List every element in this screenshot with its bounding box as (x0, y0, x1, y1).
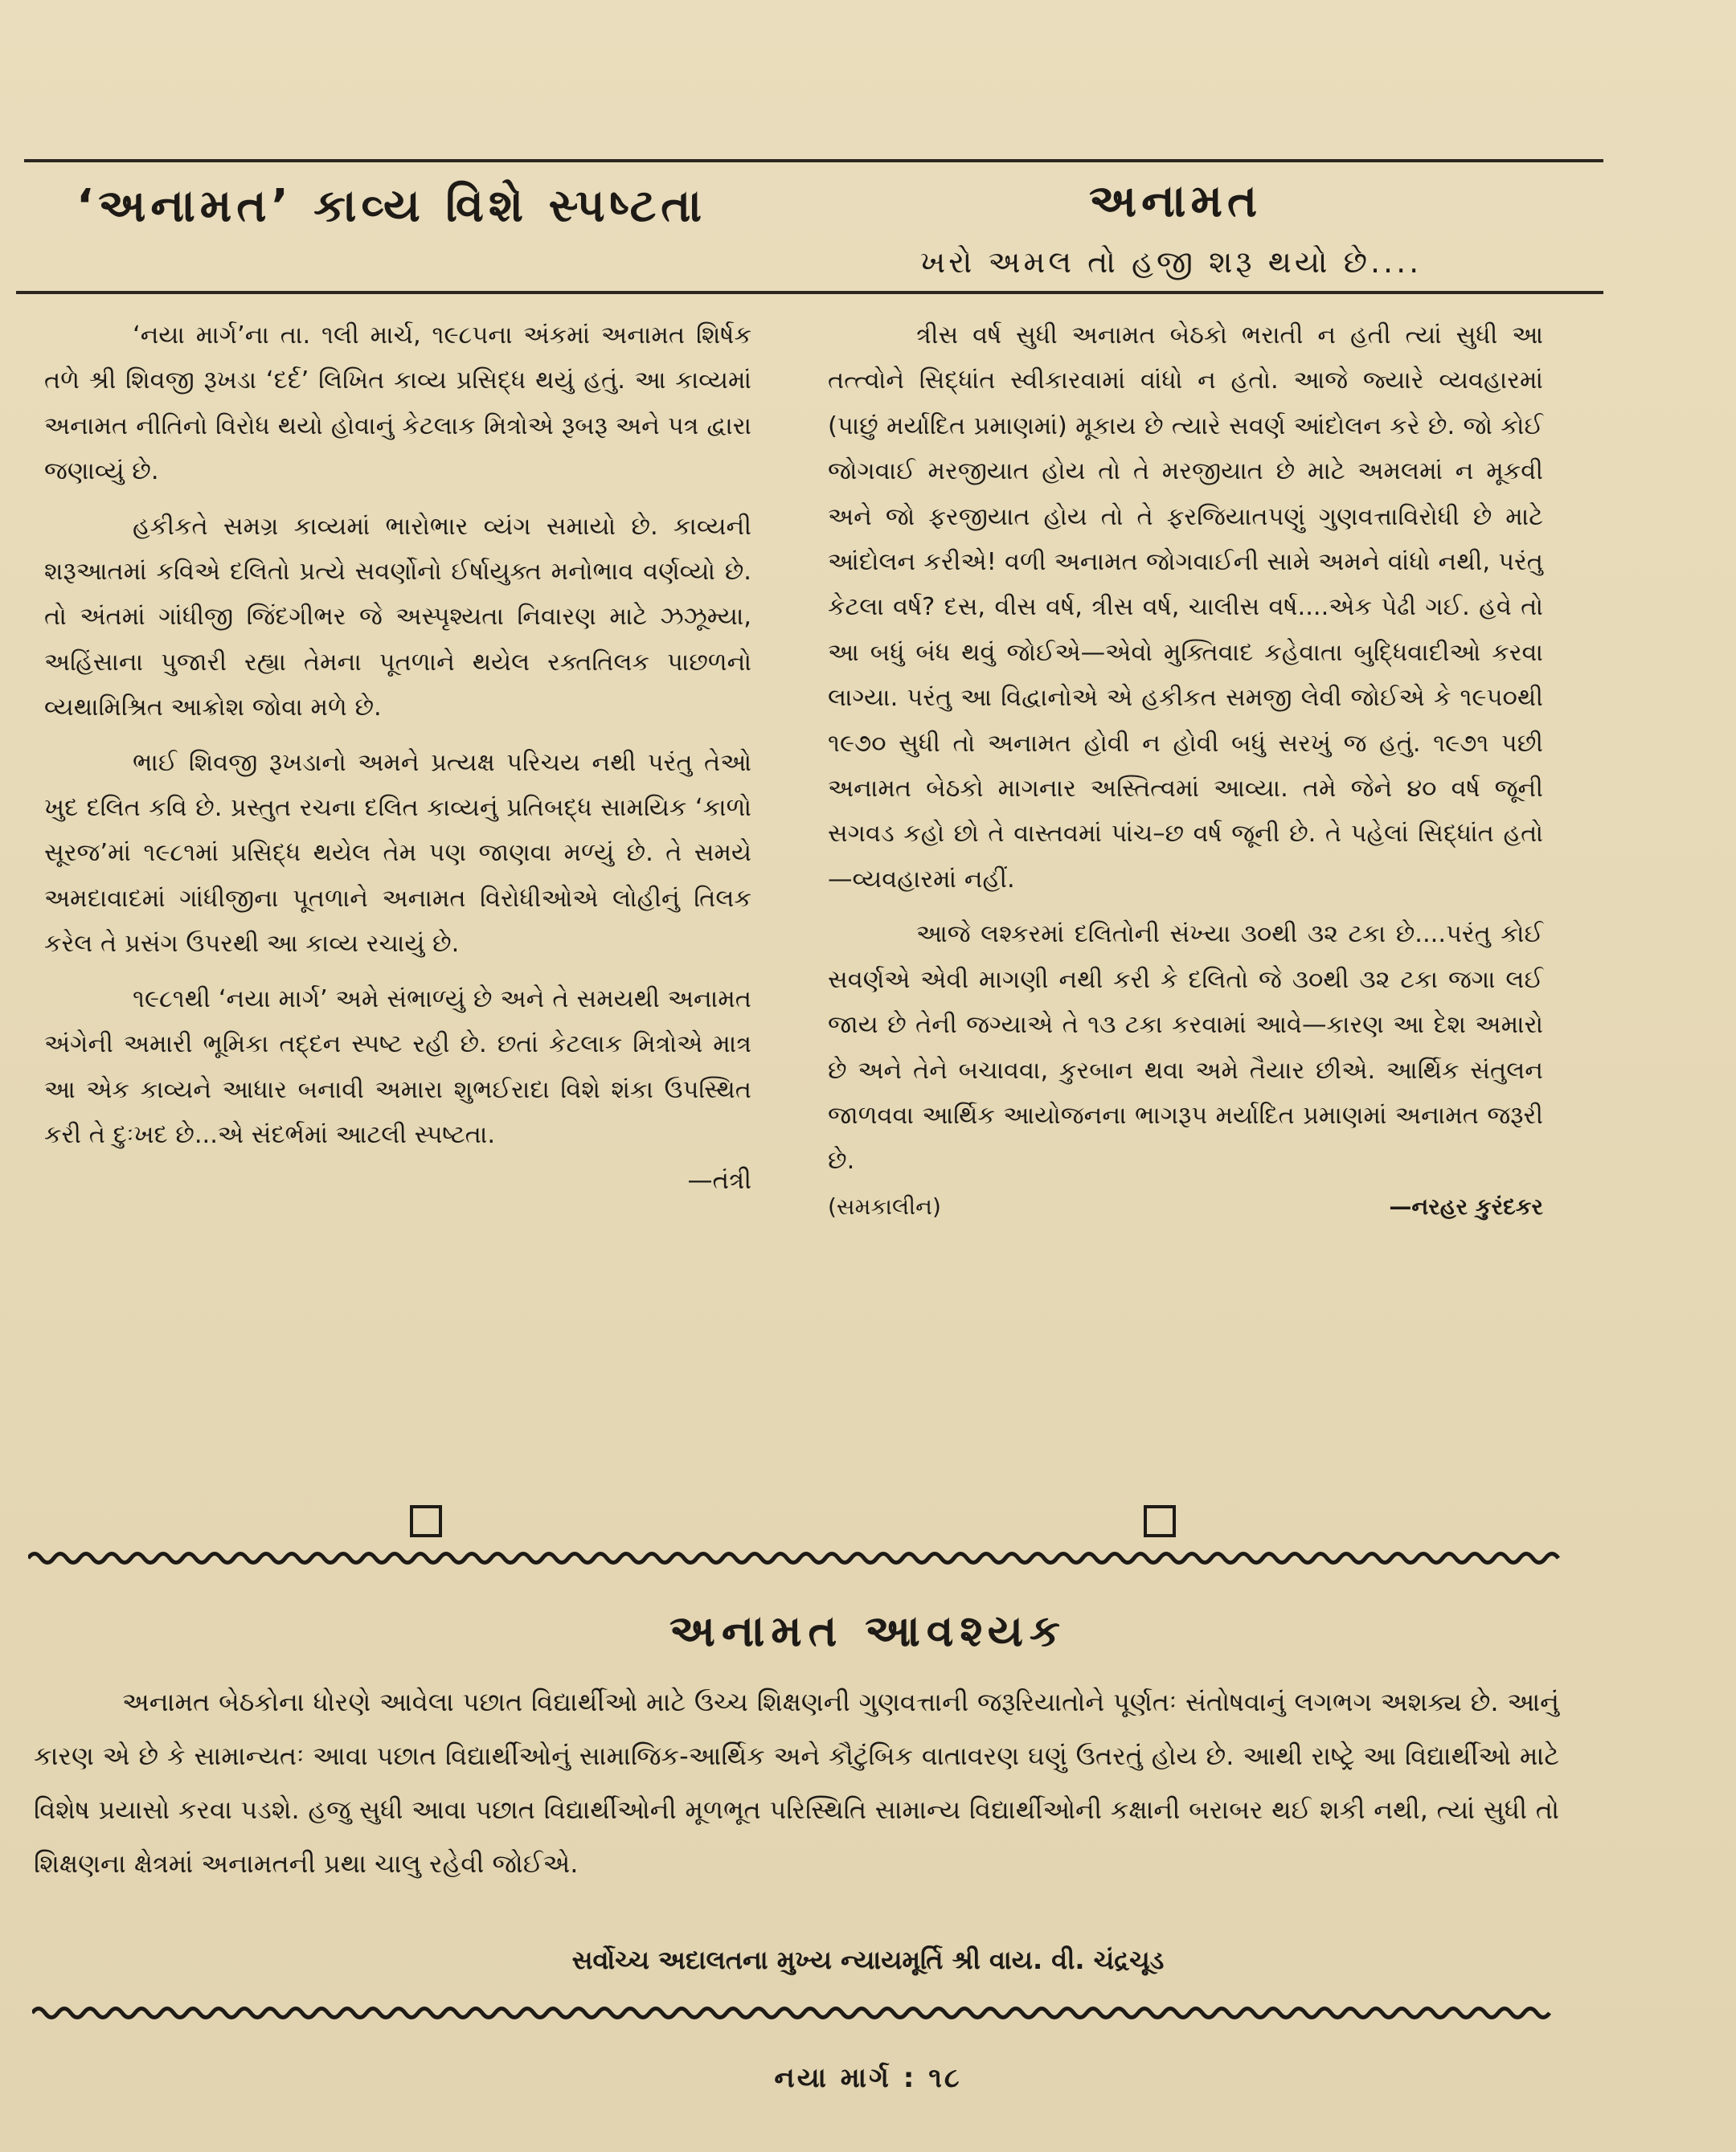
right-article-signature-row (828, 1184, 1543, 1229)
page-footer: નયા માર્ગ : ૧૮ (774, 2062, 962, 2094)
wavy-divider-top (28, 1548, 1563, 1569)
right-article-subtitle: ખરો અમલ તો હજી શરૂ થયો છે.... (920, 244, 1423, 280)
right-article-title: અનામત (1089, 175, 1263, 227)
bottom-article-title: અનામત આવશ્યક (669, 1606, 1067, 1656)
left-paragraph: હકીકતે સમગ્ર કાવ્યમાં ભારોભાર વ્યંગ સમાયો છે. કાવ્યની શરૂઆતમાં કવિએ દલિતો પ્રત્યે સવર્ણોનો ઈર્ષાયુક્ત મનોભાવ વર્ણવ્યો છે. તો અંતમાં ગાંધીજી જિંદગીભર જે અસ્પૃશ્યતા નિવારણ માટે ઝઝૂમ્યા, અહિંસાના પુજારી રહ્યા તેમના પૂતળાને થયેલ રક્તતિલક પાછળનો વ્યથામિશ્રિત આક્રોશ જોવા મળે છે. (44, 512, 751, 722)
right-article-source: (સમકાલીન) (828, 1193, 941, 1220)
bottom-article-attribution: સર્વોચ્ચ અદાલતના મુખ્ય ન્યાયમૂર્તિ શ્રી વાય. વી. ચંદ્રચૂડ (571, 1945, 1165, 1975)
right-paragraph: ત્રીસ વર્ષ સુધી અનામત બેઠકો ભરાતી ન હતી ત્યાં સુધી આ તત્ત્વોને સિદ્ધાંત સ્વીકારવામાં વાંધો ન હતો. આજે જ્યારે વ્યવહારમાં (પાછું મર્યાદિત પ્રમાણમાં) મૂકાય છે ત્યારે સવર્ણ આંદોલન કરે છે. જો કોઈ જોગવાઈ મરજીયાત હોય તો તે મરજીયાત છે માટે અમલમાં ન મૂકવી અને જો ફરજીયાત હોય તો તે ફરજિયાતપણું ગુણવત્તાવિરોધી છે માટે આંદોલન કરીએ! વળી અનામત જોગવાઈની સામે અમને વાંધો નથી, પરંતુ કેટલા વર્ષ? દસ, વીસ વર્ષ, ત્રીસ વર્ષ, ચાલીસ વર્ષ....એક પેઢી ગઈ. હવે તો આ બધું બંધ થવું જોઈએ—એવો મુક્તિવાદ કહેવાતા બુદ્ધિવાદીઓ કરવા લાગ્યા. પરંતુ આ વિદ્વાનોએ એ હકીકત સમજી લેવી જોઈએ કે ૧૯૫૦થી ૧૯૭૦ સુધી તો અનામત હોવી ન હોવી બધું સરખું જ હતું. ૧૯૭૧ પછી અનામત બેઠકો માગનાર અસ્તિત્વમાં આવ્યા. તમે જેને ૪૦ વર્ષ જૂની સગવડ કહો છો તે વાસ્તવમાં પાંચ–છ વર્ષ જૂની છે. તે પહેલાં સિદ્ધાંત હતો—વ્યવહારમાં નહીં. (828, 321, 1543, 894)
left-article-signature: —તંત્રી (687, 1166, 751, 1196)
left-article-body (44, 313, 751, 1203)
right-paragraph: આજે લશ્કરમાં દલિતોની સંખ્યા ૩૦થી ૩૨ ટકા છે....પરંતુ કોઈ સવર્ણએ એવી માગણી નથી કરી કે દલિતો જે ૩૦થી ૩૨ ટકા જગા લઈ જાય છે તેની જગ્યાએ તે ૧૩ ટકા કરવામાં આવે—કારણ આ દેશ અમારો છે અને તેને બચાવવા, કુરબાન થવા અમે તૈયાર છીએ. આર્થિક સંતુલન જાળવવા આર્થિક આયોજનના ભાગરૂપ મર્યાદિત પ્રમાણમાં અનામત જરૂરી છે. (828, 920, 1543, 1176)
end-mark-right-icon (1144, 1505, 1176, 1537)
right-article-body (828, 313, 1543, 1229)
right-article-signature: —નરહર કુરંદકર (1389, 1193, 1543, 1220)
left-paragraph: ૧૯૮૧થી ‘નયા માર્ગ’ અમે સંભાળ્યું છે અને તે સમયથી અનામત અંગેની અમારી ભૂમિકા તદ્દન સ્પષ્ટ રહી છે. છતાં કેટલાક મિત્રોએ માત્ર આ એક કાવ્યને આધાર બનાવી અમારા શુભઈરાદા વિશે શંકા ઉપસ્થિત કરી તે દુઃખદ છે...એ સંદર્ભમાં આટલી સ્પષ્ટતા. (44, 984, 751, 1149)
wavy-divider-bottom (32, 2003, 1559, 2023)
end-mark-left-icon (410, 1505, 442, 1537)
top-rule (24, 159, 1603, 162)
left-paragraph: ‘નયા માર્ગ’ના તા. ૧લી માર્ચ, ૧૯૮૫ના અંકમાં અનામત શિર્ષક તળે શ્રી શિવજી રૂખડા ‘દર્દ’ લિખિત કાવ્ય પ્રસિદ્ધ થયું હતું. આ કાવ્યમાં અનામત નીતિનો વિરોધ થયો હોવાનું કેટલાક મિત્રોએ રૂબરૂ અને પત્ર દ્વારા જણાવ્યું છે. (44, 321, 751, 486)
header-rule (16, 291, 1603, 294)
left-article-title: ‘અનામત’ કાવ્ય વિશે સ્પષ્ટતા (76, 180, 707, 232)
bottom-article-text: અનામત બેઠકોના ધોરણે આવેલા પછાત વિદ્યાર્થીઓ માટે ઉચ્ચ શિક્ષણની ગુણવત્તાની જરૂરિયાતોને પૂર્ણતઃ સંતોષવાનું લગભગ અશક્ય છે. આનું કારણ એ છે કે સામાન્યતઃ આવા પછાત વિદ્યાર્થીઓનું સામાજિક-આર્થિક અને કૌટુંબિક વાતાવરણ ઘણું ઉતરતું હોય છે. આથી રાષ્ટ્રે આ વિદ્યાર્થીઓ માટે વિશેષ પ્રયાસો કરવા પડશે. હજુ સુધી આવા પછાત વિદ્યાર્થીઓની મૂળભૂત પરિસ્થિતિ સામાન્ય વિદ્યાર્થીઓની કક્ષાની બરાબર થઈ શકી નથી, ત્યાં સુધી તો શિક્ષણના ક્ષેત્રમાં અનામતની પ્રથા ચાલુ રહેવી જોઈએ. (34, 1687, 1559, 1879)
left-paragraph: ભાઈ શિવજી રૂખડાનો અમને પ્રત્યક્ષ પરિચય નથી પરંતુ તેઓ ખુદ દલિત કવિ છે. પ્રસ્તુત રચના દલિત કાવ્યનું પ્રતિબદ્ધ સામયિક ‘કાળો સૂરજ’માં ૧૯૮૧માં પ્રસિદ્ધ થયેલ તેમ પણ જાણવા મળ્યું છે. તે સમયે અમદાવાદમાં ગાંધીજીના પૂતળાને અનામત વિરોધીઓએ લોહીનું તિલક કરેલ તે પ્રસંગ ઉપરથી આ કાવ્ય રચાયું છે. (44, 748, 751, 959)
